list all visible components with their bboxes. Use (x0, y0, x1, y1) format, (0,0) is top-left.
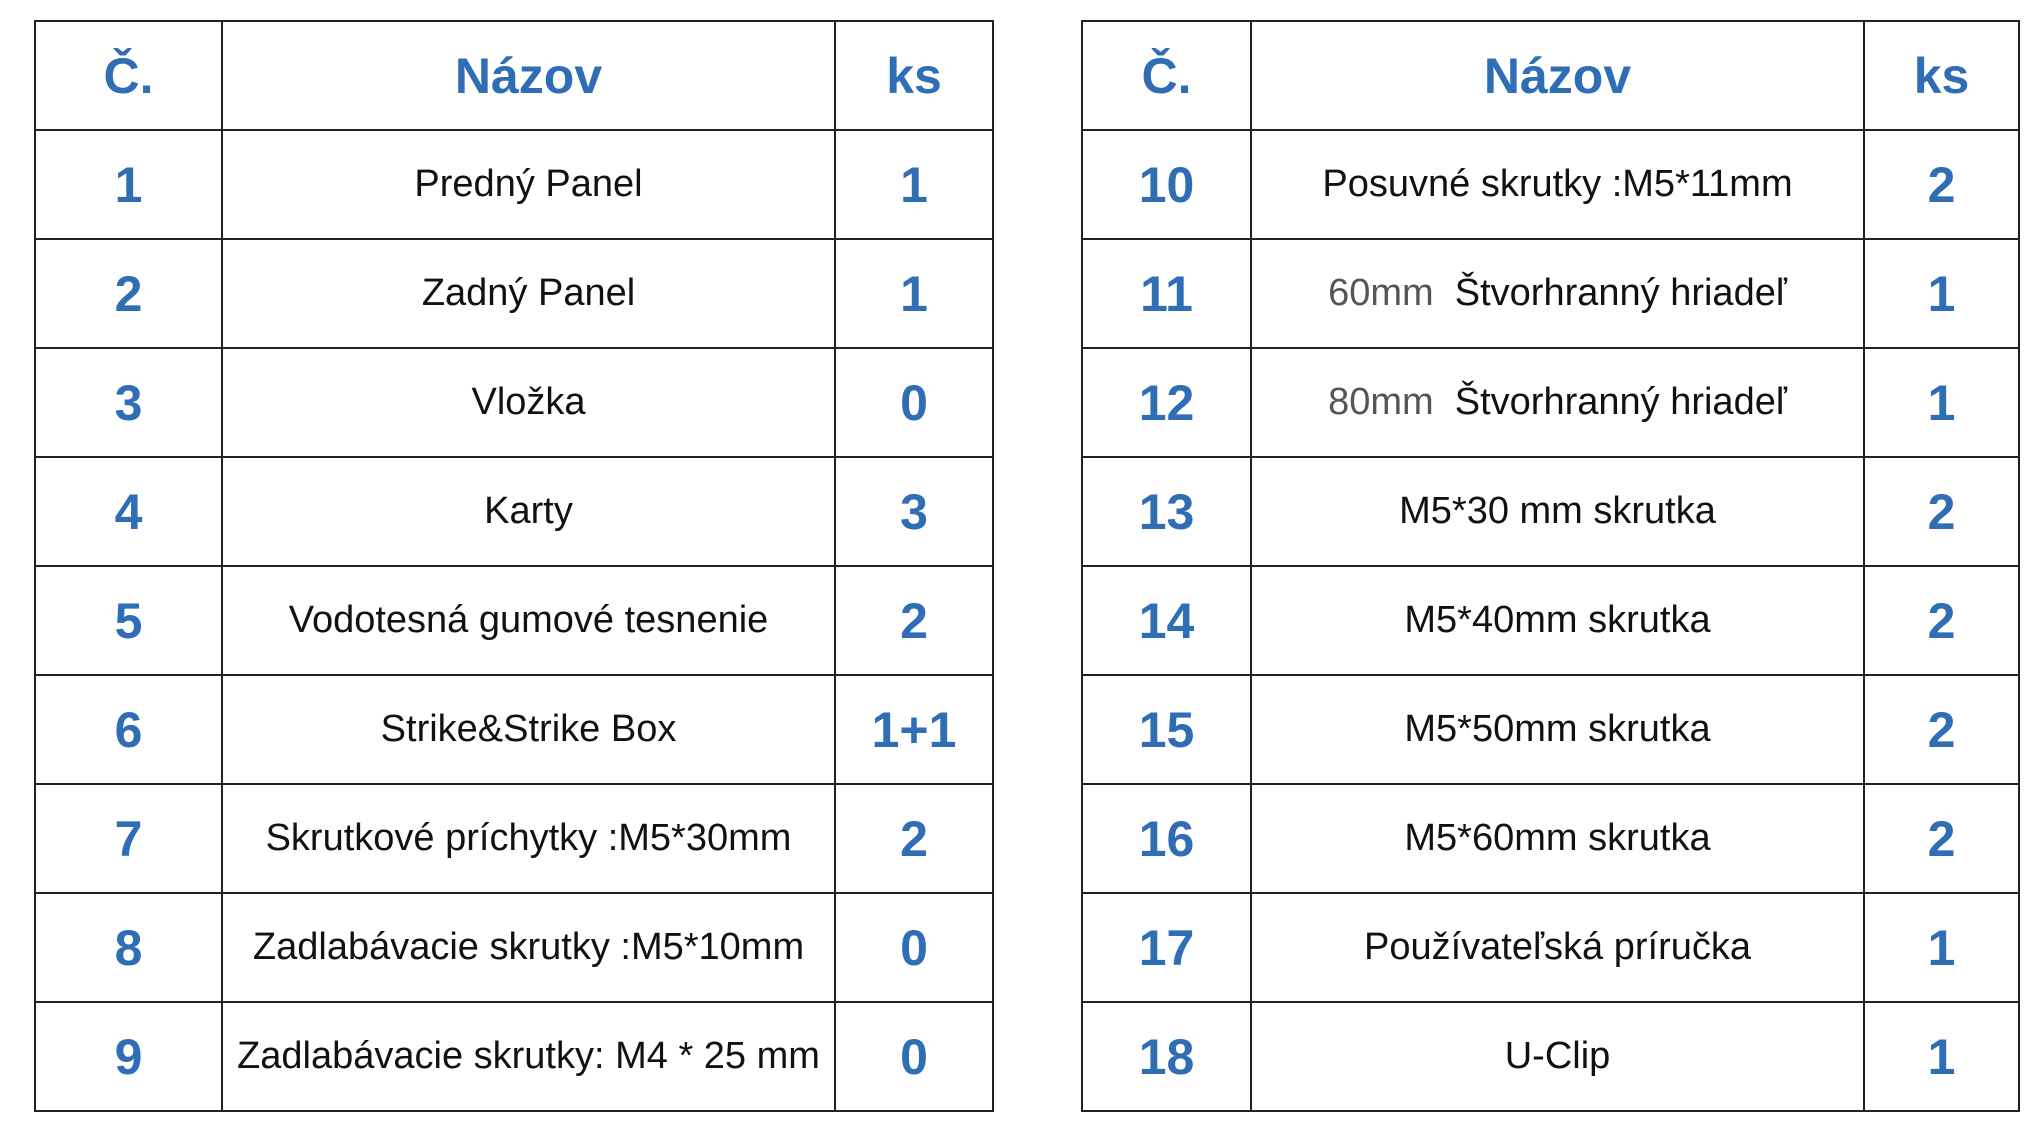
item-number: 13 (1082, 457, 1251, 566)
col-header-name: Názov (222, 21, 835, 130)
col-header-quantity: ks (835, 21, 993, 130)
item-name-cell (1251, 239, 1864, 348)
item-number: 1 (35, 130, 222, 239)
item-name: Vodotesná gumové tesnenie (288, 598, 769, 641)
item-name: Štvorhranný hriadeľ (1454, 271, 1787, 314)
item-quantity: 2 (1864, 457, 2019, 566)
item-quantity: 1+1 (835, 675, 993, 784)
item-name: M5*60mm skrutka (1404, 816, 1711, 859)
item-name: Používateľská príručka (1363, 925, 1752, 968)
table-row (35, 893, 993, 1002)
item-name-cell (1251, 1002, 1864, 1111)
table-row (1082, 675, 2019, 784)
item-name-cell (1251, 675, 1864, 784)
item-name-cell (222, 566, 835, 675)
table-row (35, 348, 993, 457)
item-name: Posuvné skrutky :M5*11mm (1322, 162, 1793, 205)
item-quantity: 2 (1864, 566, 2019, 675)
item-name-cell (222, 784, 835, 893)
item-quantity: 1 (1864, 1002, 2019, 1111)
item-quantity: 1 (1864, 348, 2019, 457)
item-name-cell (222, 239, 835, 348)
item-number: 6 (35, 675, 222, 784)
item-number: 17 (1082, 893, 1251, 1002)
parts-table-right (1081, 20, 2020, 1112)
item-quantity: 0 (835, 1002, 993, 1111)
table-row (1082, 566, 2019, 675)
item-name-cell (1251, 130, 1864, 239)
item-number: 10 (1082, 130, 1251, 239)
item-number: 2 (35, 239, 222, 348)
item-number: 8 (35, 893, 222, 1002)
col-header-name: Názov (1251, 21, 1864, 130)
item-number: 18 (1082, 1002, 1251, 1111)
col-header-number: Č. (35, 21, 222, 130)
item-number: 4 (35, 457, 222, 566)
item-number: 3 (35, 348, 222, 457)
item-quantity: 0 (835, 893, 993, 1002)
item-number: 12 (1082, 348, 1251, 457)
parts-table-left (34, 20, 994, 1112)
header-row (35, 21, 993, 130)
table-row (1082, 348, 2019, 457)
item-name-cell (1251, 893, 1864, 1002)
item-number: 7 (35, 784, 222, 893)
table-row (35, 566, 993, 675)
table-row (35, 784, 993, 893)
table-row (1082, 239, 2019, 348)
item-quantity: 0 (835, 348, 993, 457)
item-name: Vložka (471, 380, 586, 423)
item-name-cell (222, 130, 835, 239)
col-header-number: Č. (1082, 21, 1251, 130)
item-name-cell (222, 675, 835, 784)
table-row (35, 457, 993, 566)
item-name: Zadný Panel (421, 271, 636, 314)
item-name-cell (222, 348, 835, 457)
table-row (35, 239, 993, 348)
item-name: M5*40mm skrutka (1404, 598, 1711, 641)
parts-list (34, 20, 2018, 1110)
table-row (1082, 130, 2019, 239)
item-quantity: 2 (1864, 784, 2019, 893)
item-name: Zadlabávacie skrutky :M5*10mm (252, 925, 805, 968)
item-name: Predný Panel (414, 162, 643, 205)
item-size: 60mm (1328, 271, 1434, 314)
header-row (1082, 21, 2019, 130)
table-row (35, 130, 993, 239)
item-name-cell (222, 893, 835, 1002)
table-row (35, 675, 993, 784)
item-quantity: 1 (1864, 239, 2019, 348)
item-quantity: 1 (835, 239, 993, 348)
item-number: 5 (35, 566, 222, 675)
item-name-cell (1251, 566, 1864, 675)
item-quantity: 2 (835, 784, 993, 893)
item-quantity: 3 (835, 457, 993, 566)
item-quantity: 2 (835, 566, 993, 675)
table-row (35, 1002, 993, 1111)
item-quantity: 1 (1864, 893, 2019, 1002)
table-row (1082, 457, 2019, 566)
item-name: Strike&Strike Box (380, 707, 677, 750)
item-number: 9 (35, 1002, 222, 1111)
item-quantity: 2 (1864, 130, 2019, 239)
item-name: M5*30 mm skrutka (1399, 489, 1716, 532)
item-quantity: 1 (835, 130, 993, 239)
item-name-cell (1251, 457, 1864, 566)
item-name-cell (1251, 784, 1864, 893)
item-number: 14 (1082, 566, 1251, 675)
item-name-cell (222, 457, 835, 566)
col-header-quantity: ks (1864, 21, 2019, 130)
item-number: 16 (1082, 784, 1251, 893)
table-row (1082, 1002, 2019, 1111)
item-name: U-Clip (1504, 1034, 1611, 1077)
item-number: 15 (1082, 675, 1251, 784)
item-name: Štvorhranný hriadeľ (1454, 380, 1787, 423)
item-name: Zadlabávacie skrutky: M4 * 25 mm (237, 1034, 820, 1077)
item-name-cell (222, 1002, 835, 1111)
item-name: Skrutkové príchytky :M5*30mm (265, 816, 792, 859)
table-row (1082, 893, 2019, 1002)
item-name-cell (1251, 348, 1864, 457)
item-number: 11 (1082, 239, 1251, 348)
item-name: Karty (484, 489, 573, 532)
item-name: M5*50mm skrutka (1404, 707, 1711, 750)
table-row (1082, 784, 2019, 893)
item-size: 80mm (1328, 380, 1434, 423)
item-quantity: 2 (1864, 675, 2019, 784)
